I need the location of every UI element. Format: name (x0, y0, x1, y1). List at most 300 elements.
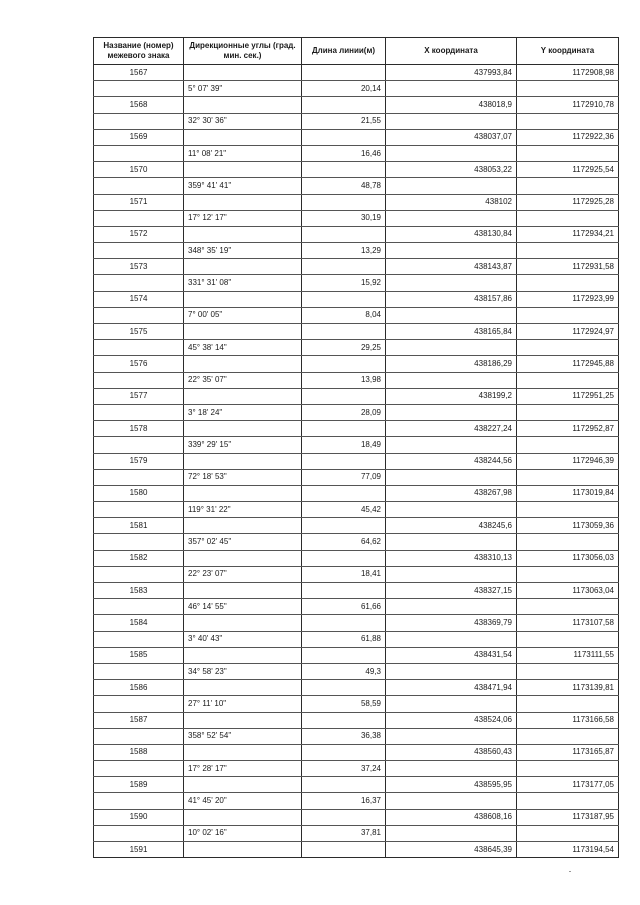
direction-angle-cell (184, 777, 302, 793)
y-coordinate-cell: 1173166,58 (517, 712, 619, 728)
table-row (94, 502, 619, 518)
mark-name-cell (94, 469, 184, 485)
mark-name-cell (94, 178, 184, 194)
header-x-coordinate: X координата (386, 38, 517, 65)
mark-name-cell: 1586 (94, 680, 184, 696)
y-coordinate-cell: 1172945,88 (517, 356, 619, 372)
mark-name-cell (94, 663, 184, 679)
line-length-cell (302, 550, 386, 566)
table-body (94, 65, 619, 858)
x-coordinate-cell (386, 534, 517, 550)
direction-angle-cell (184, 194, 302, 210)
table-row (94, 728, 619, 744)
x-coordinate-cell: 438018,9 (386, 97, 517, 113)
line-length-cell (302, 291, 386, 307)
direction-angle-cell: 7° 00' 05" (184, 307, 302, 323)
table-row (94, 113, 619, 129)
x-coordinate-cell (386, 825, 517, 841)
y-coordinate-cell: 1172952,87 (517, 421, 619, 437)
y-coordinate-cell (517, 243, 619, 259)
mark-name-cell (94, 404, 184, 420)
x-coordinate-cell: 438227,24 (386, 421, 517, 437)
mark-name-cell: 1573 (94, 259, 184, 275)
direction-angle-cell: 17° 28' 17" (184, 761, 302, 777)
line-length-cell: 29,25 (302, 340, 386, 356)
x-coordinate-cell (386, 566, 517, 582)
mark-name-cell (94, 534, 184, 550)
table-row (94, 453, 619, 469)
line-length-cell: 8,04 (302, 307, 386, 323)
y-coordinate-cell (517, 761, 619, 777)
y-coordinate-cell (517, 728, 619, 744)
line-length-cell: 61,88 (302, 631, 386, 647)
table-row (94, 388, 619, 404)
table-row (94, 307, 619, 323)
table-row (94, 842, 619, 858)
y-coordinate-cell (517, 437, 619, 453)
table-row (94, 243, 619, 259)
y-coordinate-cell: 1172925,28 (517, 194, 619, 210)
mark-name-cell (94, 825, 184, 841)
table-header (94, 38, 619, 65)
y-coordinate-cell (517, 534, 619, 550)
direction-angle-cell (184, 421, 302, 437)
direction-angle-cell (184, 550, 302, 566)
y-coordinate-cell: 1173139,81 (517, 680, 619, 696)
direction-angle-cell: 41° 45' 20" (184, 793, 302, 809)
line-length-cell (302, 583, 386, 599)
x-coordinate-cell: 438431,54 (386, 647, 517, 663)
y-coordinate-cell: 1172908,98 (517, 65, 619, 81)
table-row (94, 793, 619, 809)
table-row (94, 210, 619, 226)
mark-name-cell: 1571 (94, 194, 184, 210)
y-coordinate-cell (517, 307, 619, 323)
line-length-cell: 16,46 (302, 145, 386, 161)
mark-name-cell: 1567 (94, 65, 184, 81)
direction-angle-cell: 331° 31' 08" (184, 275, 302, 291)
mark-name-cell (94, 340, 184, 356)
line-length-cell (302, 226, 386, 242)
table-row (94, 81, 619, 97)
x-coordinate-cell: 438245,6 (386, 518, 517, 534)
line-length-cell: 37,81 (302, 825, 386, 841)
line-length-cell: 61,66 (302, 599, 386, 615)
line-length-cell: 36,38 (302, 728, 386, 744)
y-coordinate-cell: 1172910,78 (517, 97, 619, 113)
mark-name-cell: 1568 (94, 97, 184, 113)
table-row (94, 340, 619, 356)
y-coordinate-cell (517, 210, 619, 226)
mark-name-cell (94, 793, 184, 809)
mark-name-cell: 1578 (94, 421, 184, 437)
line-length-cell: 37,24 (302, 761, 386, 777)
direction-angle-cell: 22° 35' 07" (184, 372, 302, 388)
direction-angle-cell (184, 453, 302, 469)
x-coordinate-cell: 438186,29 (386, 356, 517, 372)
table-row (94, 777, 619, 793)
y-coordinate-cell (517, 404, 619, 420)
y-coordinate-cell (517, 631, 619, 647)
table-row (94, 712, 619, 728)
x-coordinate-cell (386, 663, 517, 679)
x-coordinate-cell: 438244,56 (386, 453, 517, 469)
line-length-cell (302, 259, 386, 275)
mark-name-cell (94, 599, 184, 615)
direction-angle-cell (184, 388, 302, 404)
line-length-cell: 21,55 (302, 113, 386, 129)
x-coordinate-cell (386, 81, 517, 97)
mark-name-cell (94, 113, 184, 129)
mark-name-cell: 1576 (94, 356, 184, 372)
mark-name-cell: 1582 (94, 550, 184, 566)
y-coordinate-cell (517, 793, 619, 809)
line-length-cell (302, 485, 386, 501)
x-coordinate-cell: 438143,87 (386, 259, 517, 275)
x-coordinate-cell (386, 502, 517, 518)
direction-angle-cell (184, 65, 302, 81)
line-length-cell: 49,3 (302, 663, 386, 679)
line-length-cell (302, 777, 386, 793)
line-length-cell (302, 615, 386, 631)
mark-name-cell (94, 761, 184, 777)
y-coordinate-cell: 1173194,54 (517, 842, 619, 858)
table-row (94, 550, 619, 566)
direction-angle-cell: 339° 29' 15" (184, 437, 302, 453)
direction-angle-cell (184, 712, 302, 728)
line-length-cell: 48,78 (302, 178, 386, 194)
x-coordinate-cell (386, 631, 517, 647)
direction-angle-cell (184, 842, 302, 858)
table-row (94, 178, 619, 194)
table-row (94, 226, 619, 242)
direction-angle-cell: 348° 35' 19" (184, 243, 302, 259)
mark-name-cell: 1575 (94, 324, 184, 340)
table-row (94, 469, 619, 485)
direction-angle-cell (184, 259, 302, 275)
table-row (94, 97, 619, 113)
mark-name-cell (94, 566, 184, 582)
line-length-cell (302, 712, 386, 728)
direction-angle-cell (184, 485, 302, 501)
line-length-cell: 45,42 (302, 502, 386, 518)
direction-angle-cell (184, 162, 302, 178)
line-length-cell: 20,14 (302, 81, 386, 97)
table-row (94, 145, 619, 161)
table-row (94, 437, 619, 453)
x-coordinate-cell: 438608,16 (386, 809, 517, 825)
mark-name-cell (94, 437, 184, 453)
line-length-cell: 58,59 (302, 696, 386, 712)
mark-name-cell (94, 243, 184, 259)
direction-angle-cell (184, 615, 302, 631)
x-coordinate-cell (386, 178, 517, 194)
line-length-cell (302, 453, 386, 469)
direction-angle-cell: 45° 38' 14" (184, 340, 302, 356)
table-row (94, 566, 619, 582)
x-coordinate-cell: 438310,13 (386, 550, 517, 566)
direction-angle-cell: 72° 18' 53" (184, 469, 302, 485)
table-row (94, 421, 619, 437)
direction-angle-cell: 27° 11' 10" (184, 696, 302, 712)
direction-angle-cell: 358° 52' 54" (184, 728, 302, 744)
y-coordinate-cell (517, 372, 619, 388)
direction-angle-cell: 5° 07' 39" (184, 81, 302, 97)
x-coordinate-cell: 438157,86 (386, 291, 517, 307)
line-length-cell (302, 421, 386, 437)
x-coordinate-cell (386, 469, 517, 485)
x-coordinate-cell (386, 599, 517, 615)
line-length-cell (302, 324, 386, 340)
direction-angle-cell: 3° 40' 43" (184, 631, 302, 647)
line-length-cell (302, 129, 386, 145)
table-row (94, 663, 619, 679)
x-coordinate-cell (386, 793, 517, 809)
table-row (94, 615, 619, 631)
mark-name-cell: 1587 (94, 712, 184, 728)
x-coordinate-cell: 437993,84 (386, 65, 517, 81)
mark-name-cell (94, 696, 184, 712)
direction-angle-cell: 357° 02' 45" (184, 534, 302, 550)
x-coordinate-cell: 438327,15 (386, 583, 517, 599)
y-coordinate-cell: 1173107,58 (517, 615, 619, 631)
mark-name-cell: 1569 (94, 129, 184, 145)
x-coordinate-cell: 438102 (386, 194, 517, 210)
table-row (94, 356, 619, 372)
direction-angle-cell (184, 583, 302, 599)
direction-angle-cell (184, 680, 302, 696)
mark-name-cell: 1580 (94, 485, 184, 501)
y-coordinate-cell: 1172922,36 (517, 129, 619, 145)
x-coordinate-cell: 438037,07 (386, 129, 517, 145)
mark-name-cell: 1589 (94, 777, 184, 793)
y-coordinate-cell: 1172934,21 (517, 226, 619, 242)
direction-angle-cell (184, 97, 302, 113)
x-coordinate-cell: 438053,22 (386, 162, 517, 178)
x-coordinate-cell (386, 372, 517, 388)
line-length-cell (302, 518, 386, 534)
table-row (94, 324, 619, 340)
y-coordinate-cell: 1173165,87 (517, 744, 619, 760)
direction-angle-cell: 32° 30' 36" (184, 113, 302, 129)
table-row (94, 404, 619, 420)
table-row (94, 518, 619, 534)
x-coordinate-cell: 438165,84 (386, 324, 517, 340)
line-length-cell: 13,29 (302, 243, 386, 259)
table-row (94, 647, 619, 663)
y-coordinate-cell (517, 696, 619, 712)
x-coordinate-cell (386, 437, 517, 453)
line-length-cell: 16,37 (302, 793, 386, 809)
y-coordinate-cell (517, 275, 619, 291)
x-coordinate-cell: 438267,98 (386, 485, 517, 501)
mark-name-cell: 1579 (94, 453, 184, 469)
table-row (94, 162, 619, 178)
direction-angle-cell: 359° 41' 41" (184, 178, 302, 194)
line-length-cell: 15,92 (302, 275, 386, 291)
direction-angle-cell: 46° 14' 55" (184, 599, 302, 615)
y-coordinate-cell: 1172931,58 (517, 259, 619, 275)
table-row (94, 599, 619, 615)
line-length-cell (302, 680, 386, 696)
mark-name-cell: 1583 (94, 583, 184, 599)
y-coordinate-cell (517, 145, 619, 161)
table-row (94, 291, 619, 307)
table-row (94, 275, 619, 291)
direction-angle-cell (184, 518, 302, 534)
y-coordinate-cell (517, 340, 619, 356)
x-coordinate-cell (386, 761, 517, 777)
y-coordinate-cell: 1173177,05 (517, 777, 619, 793)
direction-angle-cell: 119° 31' 22" (184, 502, 302, 518)
table-row (94, 129, 619, 145)
mark-name-cell: 1591 (94, 842, 184, 858)
line-length-cell (302, 388, 386, 404)
table-row (94, 761, 619, 777)
line-length-cell (302, 194, 386, 210)
mark-name-cell (94, 81, 184, 97)
y-coordinate-cell: 1172925,54 (517, 162, 619, 178)
y-coordinate-cell (517, 663, 619, 679)
y-coordinate-cell: 1172946,39 (517, 453, 619, 469)
line-length-cell (302, 65, 386, 81)
direction-angle-cell (184, 226, 302, 242)
y-coordinate-cell (517, 825, 619, 841)
line-length-cell (302, 744, 386, 760)
y-coordinate-cell: 1173019,84 (517, 485, 619, 501)
direction-angle-cell (184, 324, 302, 340)
mark-name-cell: 1577 (94, 388, 184, 404)
direction-angle-cell (184, 356, 302, 372)
header-line-length: Длина линии(м) (302, 38, 386, 65)
x-coordinate-cell: 438595,95 (386, 777, 517, 793)
x-coordinate-cell (386, 145, 517, 161)
x-coordinate-cell (386, 307, 517, 323)
x-coordinate-cell: 438524,06 (386, 712, 517, 728)
mark-name-cell (94, 145, 184, 161)
header-mark-name: Название (номер) межевого знака (94, 38, 184, 65)
direction-angle-cell: 22° 23' 07" (184, 566, 302, 582)
x-coordinate-cell (386, 243, 517, 259)
x-coordinate-cell (386, 728, 517, 744)
x-coordinate-cell: 438199,2 (386, 388, 517, 404)
table-row (94, 372, 619, 388)
table-row (94, 534, 619, 550)
line-length-cell: 28,09 (302, 404, 386, 420)
y-coordinate-cell (517, 113, 619, 129)
table-row (94, 583, 619, 599)
mark-name-cell: 1581 (94, 518, 184, 534)
line-length-cell: 18,49 (302, 437, 386, 453)
direction-angle-cell: 11° 08' 21" (184, 145, 302, 161)
mark-name-cell (94, 372, 184, 388)
direction-angle-cell (184, 809, 302, 825)
mark-name-cell: 1572 (94, 226, 184, 242)
x-coordinate-cell (386, 275, 517, 291)
header-direction-angle: Дирекционные углы (град. мин. сек.) (184, 38, 302, 65)
line-length-cell (302, 842, 386, 858)
line-length-cell (302, 97, 386, 113)
y-coordinate-cell (517, 469, 619, 485)
y-coordinate-cell (517, 178, 619, 194)
direction-angle-cell (184, 647, 302, 663)
table-row (94, 65, 619, 81)
mark-name-cell (94, 631, 184, 647)
x-coordinate-cell (386, 404, 517, 420)
direction-angle-cell: 34° 58' 23" (184, 663, 302, 679)
y-coordinate-cell: 1173056,03 (517, 550, 619, 566)
table-row (94, 809, 619, 825)
y-coordinate-cell (517, 502, 619, 518)
y-coordinate-cell: 1173063,04 (517, 583, 619, 599)
header-y-coordinate: Y координата (517, 38, 619, 65)
y-coordinate-cell (517, 81, 619, 97)
table-row (94, 259, 619, 275)
mark-name-cell (94, 307, 184, 323)
line-length-cell: 18,41 (302, 566, 386, 582)
mark-name-cell: 1570 (94, 162, 184, 178)
line-length-cell (302, 356, 386, 372)
table-row (94, 696, 619, 712)
y-coordinate-cell: 1173059,36 (517, 518, 619, 534)
y-coordinate-cell: 1173187,95 (517, 809, 619, 825)
direction-angle-cell (184, 744, 302, 760)
x-coordinate-cell (386, 340, 517, 356)
x-coordinate-cell (386, 113, 517, 129)
mark-name-cell: 1574 (94, 291, 184, 307)
mark-name-cell (94, 275, 184, 291)
line-length-cell: 77,09 (302, 469, 386, 485)
x-coordinate-cell (386, 696, 517, 712)
table-row (94, 680, 619, 696)
y-coordinate-cell (517, 599, 619, 615)
line-length-cell (302, 809, 386, 825)
y-coordinate-cell: 1172951,25 (517, 388, 619, 404)
y-coordinate-cell: 1173111,55 (517, 647, 619, 663)
header-row (94, 38, 619, 65)
x-coordinate-cell: 438130,84 (386, 226, 517, 242)
line-length-cell: 64,62 (302, 534, 386, 550)
x-coordinate-cell: 438471,94 (386, 680, 517, 696)
direction-angle-cell: 17° 12' 17" (184, 210, 302, 226)
line-length-cell: 13,98 (302, 372, 386, 388)
x-coordinate-cell: 438369,79 (386, 615, 517, 631)
y-coordinate-cell: 1172924,97 (517, 324, 619, 340)
direction-angle-cell (184, 291, 302, 307)
line-length-cell (302, 162, 386, 178)
y-coordinate-cell: 1172923,99 (517, 291, 619, 307)
table-row (94, 485, 619, 501)
x-coordinate-cell: 438560,43 (386, 744, 517, 760)
scan-speck (569, 871, 571, 872)
mark-name-cell: 1588 (94, 744, 184, 760)
mark-name-cell (94, 502, 184, 518)
direction-angle-cell: 10° 02' 16" (184, 825, 302, 841)
table-row (94, 631, 619, 647)
table-row (94, 744, 619, 760)
mark-name-cell: 1590 (94, 809, 184, 825)
table-row (94, 825, 619, 841)
boundary-marks-table (93, 37, 619, 858)
direction-angle-cell (184, 129, 302, 145)
y-coordinate-cell (517, 566, 619, 582)
x-coordinate-cell: 438645,39 (386, 842, 517, 858)
direction-angle-cell: 3° 18' 24" (184, 404, 302, 420)
mark-name-cell (94, 728, 184, 744)
mark-name-cell (94, 210, 184, 226)
line-length-cell (302, 647, 386, 663)
mark-name-cell: 1585 (94, 647, 184, 663)
